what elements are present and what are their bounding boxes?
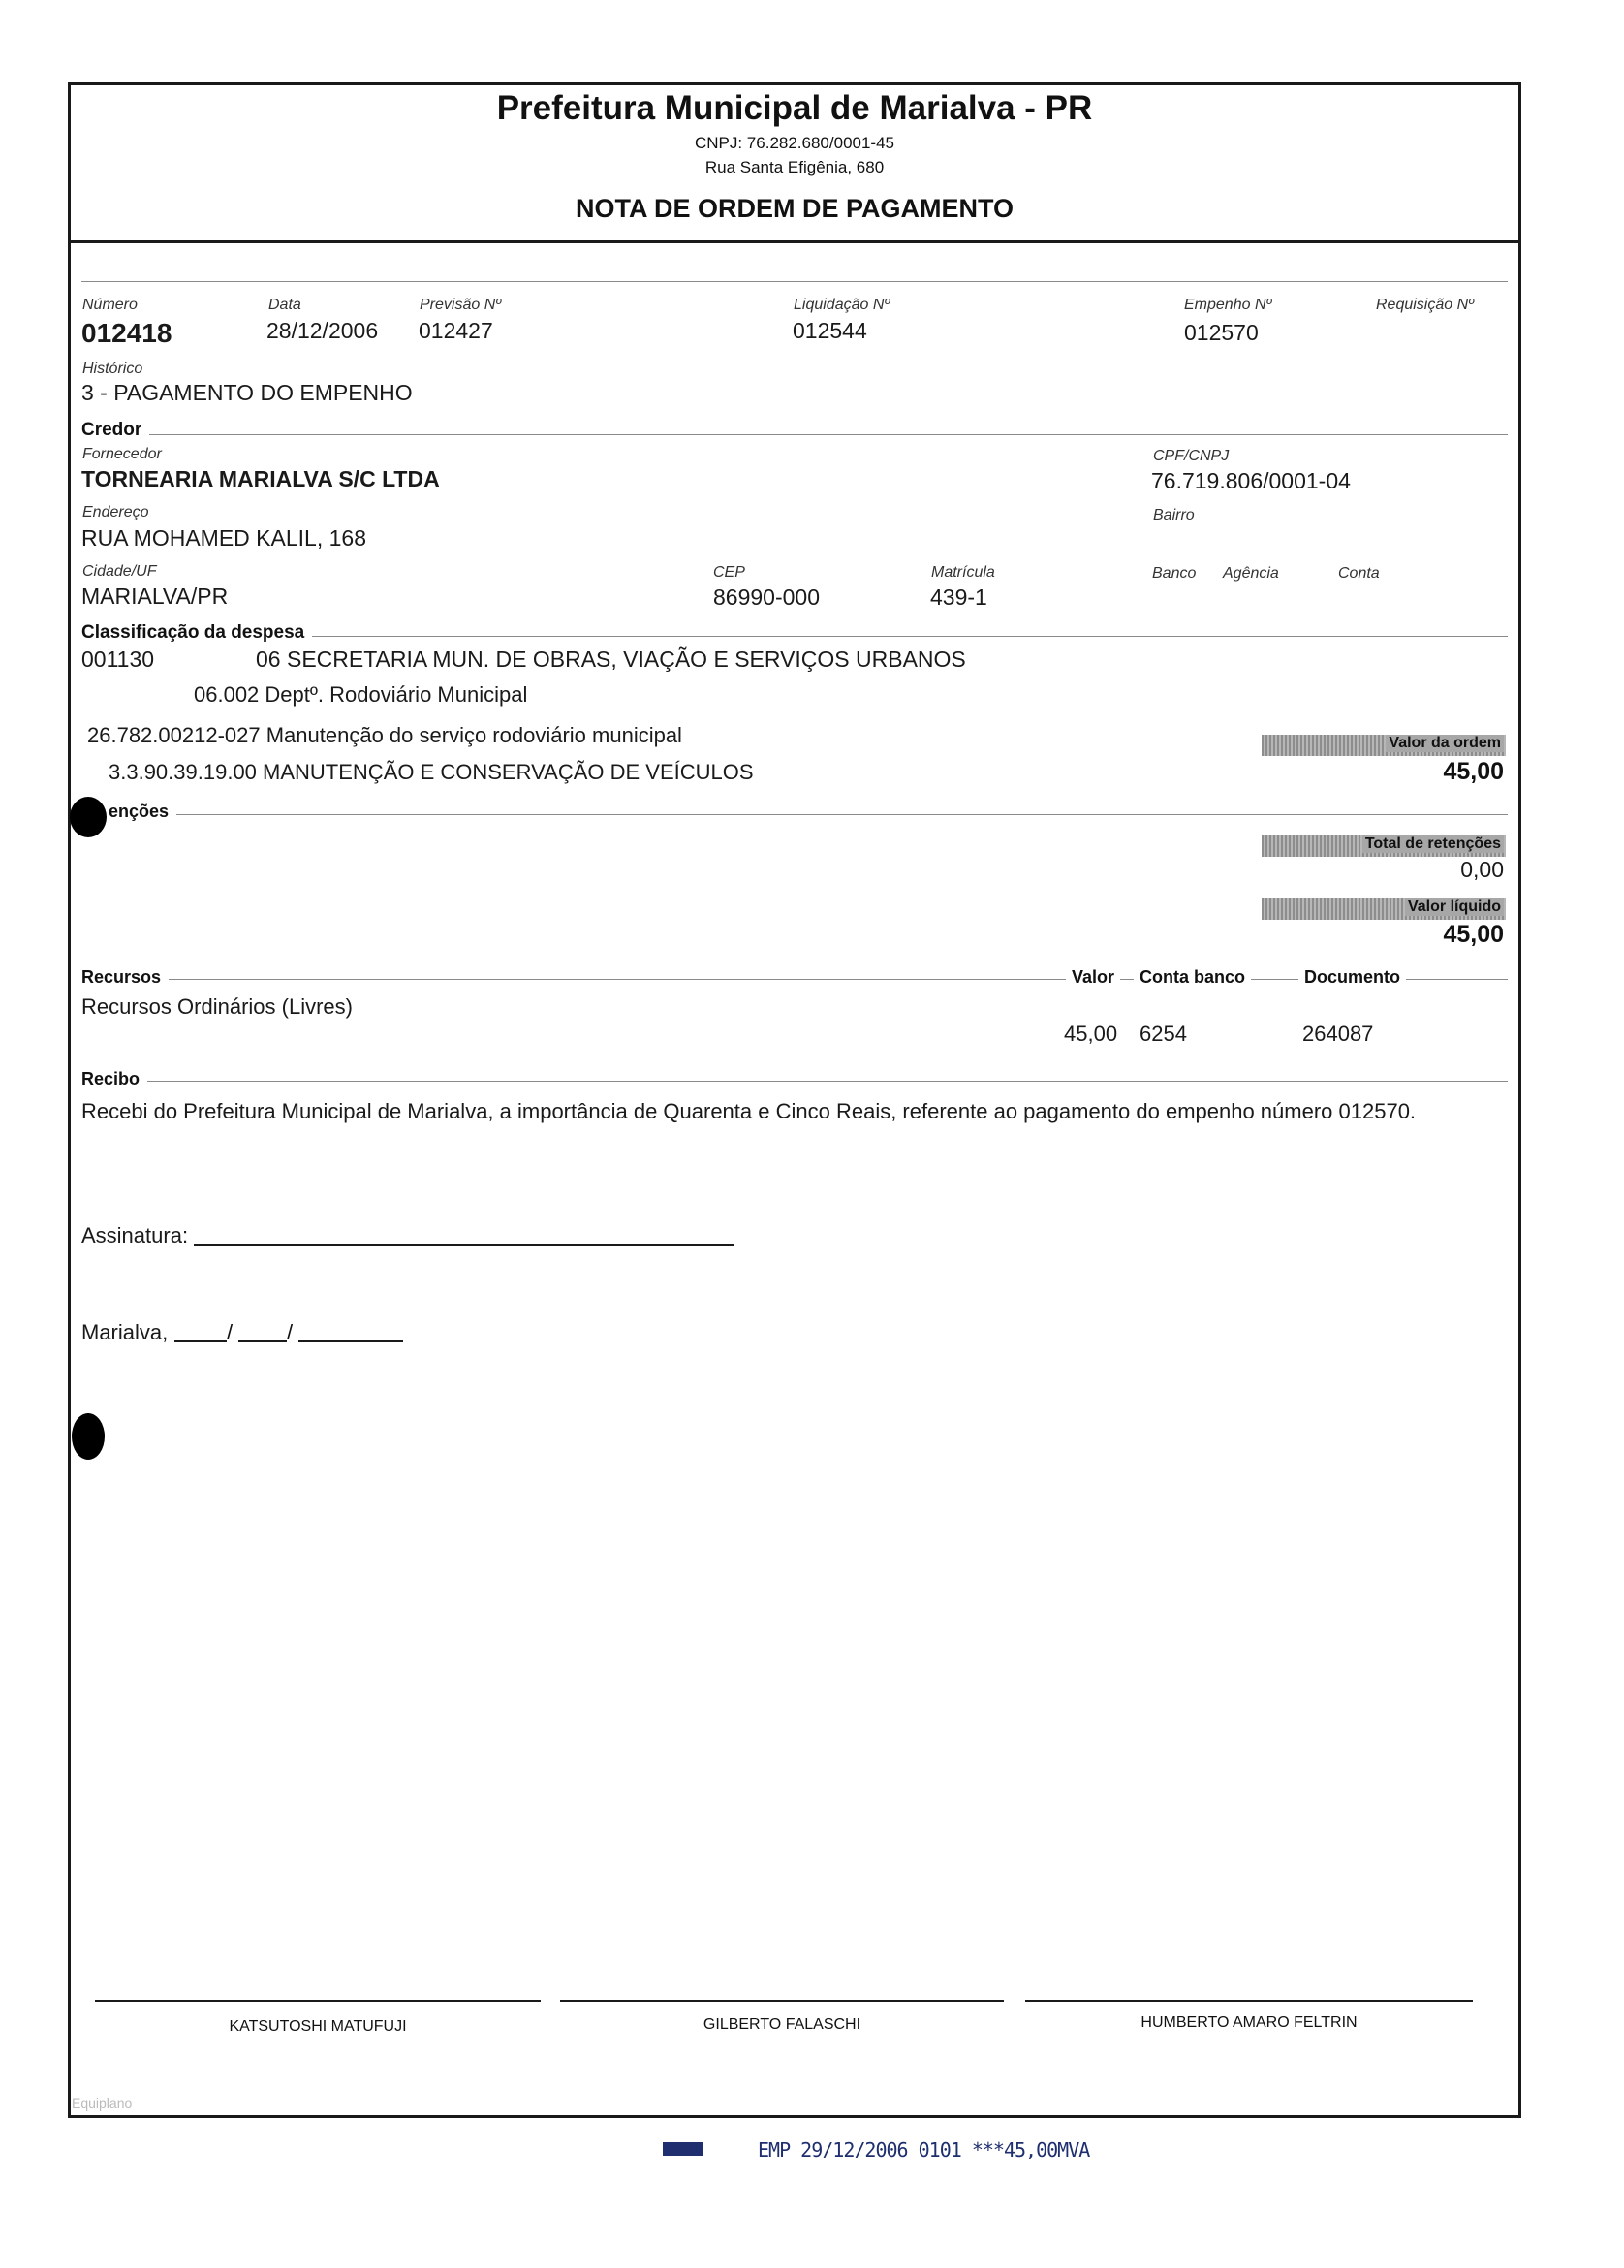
recursos-valor-label: Valor (1066, 967, 1120, 988)
classificacao-departamento: 06.002 Deptº. Rodoviário Municipal (194, 682, 528, 707)
retencoes-section-title: enções (109, 802, 176, 822)
empenho-value: 012570 (1184, 320, 1259, 345)
endereco-label: Endereço (82, 504, 149, 520)
classificacao-programa: 26.782.00212-027 Manutenção do serviço rodoviário municipal (87, 723, 682, 747)
recursos-valor: 45,00 (1064, 1022, 1118, 1046)
recibo-text: Recebi do Prefeitura Municipal de Marialva, a importância de Quarenta e Cinco Reais, referente ao pagamento do empenho número 012570. (81, 1099, 1417, 1123)
punch-hole-mark (70, 797, 107, 837)
payment-stamp: EMP 29/12/2006 0101 ***45,00MVA (758, 2138, 1090, 2161)
liquidacao-value: 012544 (793, 318, 867, 343)
credor-rule (81, 434, 1508, 435)
empenho-label: Empenho Nº (1184, 297, 1272, 313)
valor-liquido-label: Valor líquido (1405, 898, 1504, 916)
historico-label: Histórico (82, 361, 143, 377)
classificacao-code: 001130 (81, 646, 155, 672)
classificacao-section-title: Classificação da despesa (81, 622, 312, 644)
valor-ordem-label: Valor da ordem (1386, 735, 1504, 752)
cpf-label: CPF/CNPJ (1153, 448, 1230, 464)
recursos-conta-banco: 6254 (1140, 1022, 1187, 1046)
requisicao-label: Requisição Nº (1376, 297, 1474, 313)
signature-line-2 (560, 2000, 1004, 2002)
total-retencoes-label: Total de retenções (1362, 835, 1504, 853)
software-watermark: Equiplano (72, 2095, 133, 2111)
retencoes-rule (109, 814, 1508, 815)
date-blank-field: / / (174, 1323, 403, 1342)
signatory-1: KATSUTOSHI MATUFUJI (229, 2018, 407, 2034)
fornecedor-value: TORNEARIA MARIALVA S/C LTDA (81, 466, 440, 491)
cep-label: CEP (713, 564, 745, 581)
cpf-value: 76.719.806/0001-04 (1151, 468, 1351, 493)
cep-value: 86990-000 (713, 584, 820, 610)
fornecedor-label: Fornecedor (82, 446, 162, 462)
address-line: Rua Santa Efigênia, 680 (704, 158, 885, 176)
recursos-fonte: Recursos Ordinários (Livres) (81, 994, 353, 1019)
signature-line-3 (1025, 2000, 1473, 2002)
agencia-label: Agência (1223, 565, 1279, 582)
signature-line-1 (95, 2000, 541, 2002)
classificacao-elemento: 3.3.90.39.19.00 MANUTENÇÃO E CONSERVAÇÃO DE VEÍCULOS (109, 760, 754, 784)
classificacao-secretaria: 06 SECRETARIA MUN. DE OBRAS, VIAÇÃO E SERVIÇOS URBANOS (256, 646, 966, 672)
cidade-label: Cidade/UF (82, 563, 157, 580)
cidade-value: MARIALVA/PR (81, 583, 229, 609)
stamp-logo (663, 2142, 703, 2156)
assinatura-line (194, 1244, 734, 1246)
document-title: NOTA DE ORDEM DE PAGAMENTO (575, 194, 1014, 223)
credor-section-title: Credor (81, 420, 149, 441)
data-value: 28/12/2006 (266, 318, 379, 343)
recibo-rule (81, 1081, 1508, 1082)
banco-label: Banco (1152, 565, 1197, 582)
previsao-label: Previsão Nº (420, 297, 502, 313)
cnpj-line: CNPJ: 76.282.680/0001-45 (694, 134, 895, 152)
signatory-2: GILBERTO FALASCHI (703, 2016, 861, 2032)
punch-hole-mark (72, 1413, 105, 1460)
recursos-documento-label: Documento (1298, 967, 1406, 988)
liquidacao-label: Liquidação Nº (794, 297, 890, 313)
recursos-rule (81, 979, 1508, 980)
matricula-label: Matrícula (931, 564, 995, 581)
recursos-conta-banco-label: Conta banco (1134, 967, 1251, 988)
numero-value: 012418 (81, 318, 172, 348)
valor-liquido-value: 45,00 (1443, 921, 1504, 948)
signatory-3: HUMBERTO AMARO FELTRIN (1140, 2014, 1358, 2031)
recursos-documento: 264087 (1302, 1022, 1374, 1046)
total-retencoes-value: 0,00 (1460, 857, 1504, 882)
local-data-label: Marialva, (81, 1320, 169, 1344)
valor-ordem-value: 45,00 (1443, 758, 1504, 785)
conta-label: Conta (1338, 565, 1380, 582)
data-label: Data (268, 297, 301, 313)
header-divider (68, 240, 1521, 243)
bairro-label: Bairro (1153, 507, 1195, 523)
numero-label: Número (82, 297, 138, 313)
matricula-value: 439-1 (930, 584, 987, 610)
previsao-value: 012427 (419, 318, 493, 343)
historico-value: 3 - PAGAMENTO DO EMPENHO (81, 380, 413, 405)
recursos-section-title: Recursos (81, 967, 169, 988)
recibo-section-title: Recibo (81, 1069, 147, 1089)
endereco-value: RUA MOHAMED KALIL, 168 (81, 525, 366, 551)
assinatura-label: Assinatura: (81, 1223, 189, 1247)
municipality-title: Prefeitura Municipal de Marialva - PR (496, 89, 1093, 127)
fields-top-rule (81, 281, 1508, 282)
